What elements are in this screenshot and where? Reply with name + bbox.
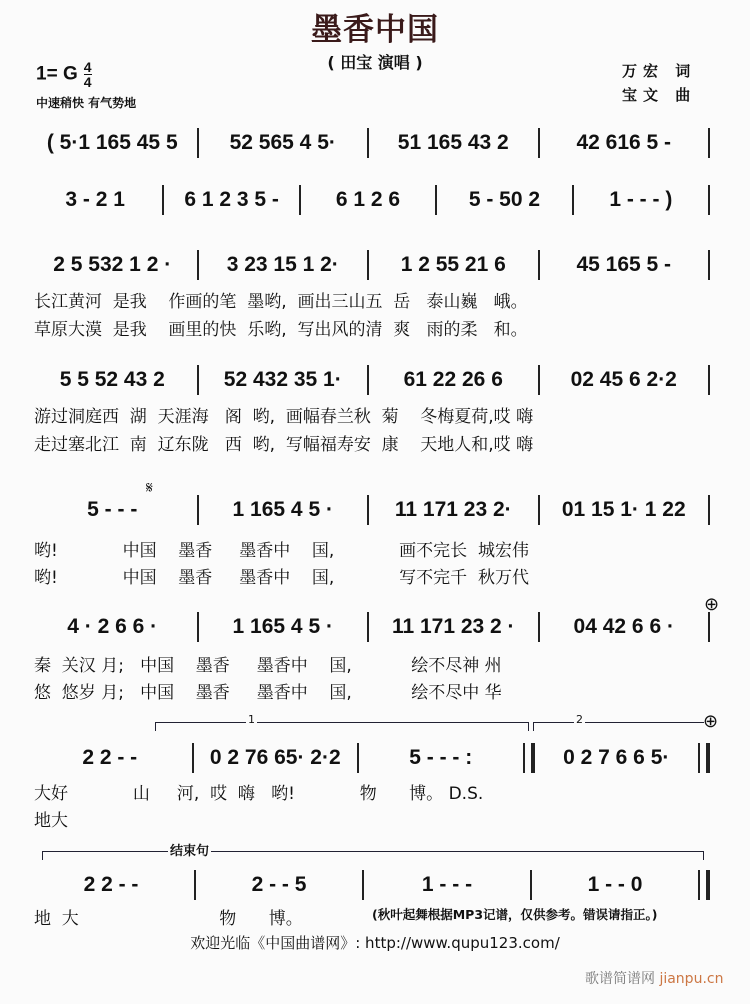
barline [197, 495, 199, 525]
measure: 11 171 23 2 · [391, 615, 515, 638]
barline [367, 365, 369, 395]
barline [538, 495, 540, 525]
time-signature [84, 60, 92, 89]
coda-icon: ⊕ [703, 711, 719, 732]
song-title: 墨香中国 [311, 12, 439, 48]
volta-1-label: 1 [248, 713, 255, 726]
measure: 02 45 6 2·2 [570, 368, 677, 391]
measure: 6 1 2 6 [335, 188, 401, 211]
lyric-line: 游过洞庭西 湖 天涯海 阁 哟, 画幅春兰秋 菊 冬梅夏荷,哎 嗨 [34, 407, 534, 427]
measure: 5 5 52 43 2 [59, 368, 165, 391]
singer-credit: ( 田宝 演唱 ) [327, 53, 423, 72]
barline [572, 185, 574, 215]
measure: 1 - - - ) [609, 188, 673, 211]
notation-row [34, 612, 716, 642]
measure: 5 - - - : [409, 746, 473, 769]
measure: 45 165 5 - [576, 253, 672, 276]
notation-row [34, 870, 716, 900]
barline [192, 743, 194, 773]
measure: 1 - - 0 [587, 873, 643, 896]
time-top: 4 [83, 59, 92, 75]
barline [708, 495, 710, 525]
barline [367, 495, 369, 525]
barline [197, 250, 199, 280]
measure: 1 165 4 5 · [232, 615, 333, 638]
measure: 2 2 - - [82, 746, 138, 769]
barline [698, 743, 710, 773]
measure: 51 165 43 2 [397, 131, 509, 154]
lyricist-credit: 万宏 词 [622, 62, 697, 80]
measure: 5 - - - [87, 498, 138, 521]
barline [197, 612, 199, 642]
barline [538, 612, 540, 642]
barline [197, 365, 199, 395]
volta-2-label: 2 [576, 713, 583, 726]
lyric-line: 秦 关汉 月; 中国 墨香 墨香中 国, 绘不尽神 州 [34, 656, 502, 676]
barline [357, 743, 359, 773]
watermark-left: 歌谱简谱网 [585, 971, 655, 987]
measure: 5 - 50 2 [468, 188, 541, 211]
lyric-line: 地 大 物 博。 [34, 909, 303, 929]
lyric-line: 大好 山 河, 哎 嗨 哟! 物 博。 D.S. [34, 784, 484, 804]
barline [367, 612, 369, 642]
barline [367, 128, 369, 158]
lyric-line: 地大 [34, 811, 68, 831]
measure: 0 2 76 65· 2·2 [209, 746, 341, 769]
ending-label: 结束句 [168, 840, 211, 859]
notation-row [34, 128, 716, 158]
barline [698, 870, 710, 900]
measure: 01 15 1· 1 22 [561, 498, 686, 521]
barline [708, 612, 710, 642]
volta-bracket-2 [533, 713, 704, 731]
watermark [585, 968, 723, 988]
barline [538, 250, 540, 280]
barline [362, 870, 364, 900]
composer-credit: 宝文 曲 [622, 86, 697, 104]
segno-icon: 𝄋 [146, 478, 153, 497]
measure: 42 616 5 - [576, 131, 672, 154]
barline [162, 185, 164, 215]
measure: 04 42 6 6 · [573, 615, 674, 638]
barline [708, 128, 710, 158]
notation-row [34, 365, 716, 395]
measure: 2 5 532 1 2 · [53, 253, 172, 276]
barline [299, 185, 301, 215]
key-label: 1= G [36, 63, 78, 85]
lyric-line: 走过塞北江 南 辽东陇 西 哟, 写幅福寿安 康 天地人和,哎 嗨 [34, 435, 534, 455]
lyric-line: 哟! 中国 墨香 墨香中 国, 画不完长 城宏伟 [34, 541, 529, 561]
measure: 1 2 55 21 6 [400, 253, 506, 276]
notation-row [34, 185, 716, 215]
measure: 3 - 2 1 [65, 188, 125, 211]
barline [708, 250, 710, 280]
measure: 52 565 4 5· [229, 131, 336, 154]
lyric-line: 悠 悠岁 月; 中国 墨香 墨香中 国, 绘不尽中 华 [34, 683, 502, 703]
measure: 2 - - 5 [251, 873, 307, 896]
lyric-line: 哟! 中国 墨香 墨香中 国, 写不完千 秋万代 [34, 568, 529, 588]
measure: 2 2 - - [83, 873, 139, 896]
tempo-marking: 中速稍快 有气势地 [36, 96, 137, 110]
time-bottom: 4 [83, 74, 92, 90]
barline [194, 870, 196, 900]
barline [523, 743, 535, 773]
lyric-line: 长江黄河 是我 作画的笔 墨哟, 画出三山五 岳 泰山巍 峨。 [34, 292, 528, 312]
measure: 0 2 7 6 6 5· [563, 746, 670, 769]
notation-row [34, 250, 716, 280]
barline [708, 185, 710, 215]
barline [708, 365, 710, 395]
site-footer: 欢迎光临《中国曲谱网》: http://www.qupu123.com/ [190, 934, 560, 952]
lyric-line: 草原大漠 是我 画里的快 乐哟, 写出风的清 爽 雨的柔 和。 [34, 320, 528, 340]
volta-bracket-1 [155, 713, 529, 731]
measure: 11 171 23 2· [394, 498, 512, 521]
measure: 52 432 35 1· [223, 368, 342, 391]
barline [367, 250, 369, 280]
watermark-right: jianpu.cn [659, 971, 724, 987]
key-signature [36, 60, 92, 89]
barline [435, 185, 437, 215]
barline [538, 365, 540, 395]
barline [530, 870, 532, 900]
notation-row [34, 743, 716, 773]
transcription-note: (秋叶起舞根据MP3记谱，仅供参考。错误请指正。) [372, 907, 658, 922]
measure: 4 · 2 6 6 · [67, 615, 158, 638]
measure: ( 5·1 165 45 5 [46, 131, 178, 154]
measure: 61 22 26 6 [403, 368, 503, 391]
barline [197, 128, 199, 158]
measure: 6 1 2 3 5 - [184, 188, 279, 211]
ending-bracket [42, 844, 704, 860]
measure: 3 23 15 1 2· [226, 253, 339, 276]
notation-row [34, 495, 716, 525]
measure: 1 165 4 5 · [232, 498, 333, 521]
measure: 1 - - - [421, 873, 473, 896]
barline [538, 128, 540, 158]
coda-icon: ⊕ [704, 594, 720, 615]
